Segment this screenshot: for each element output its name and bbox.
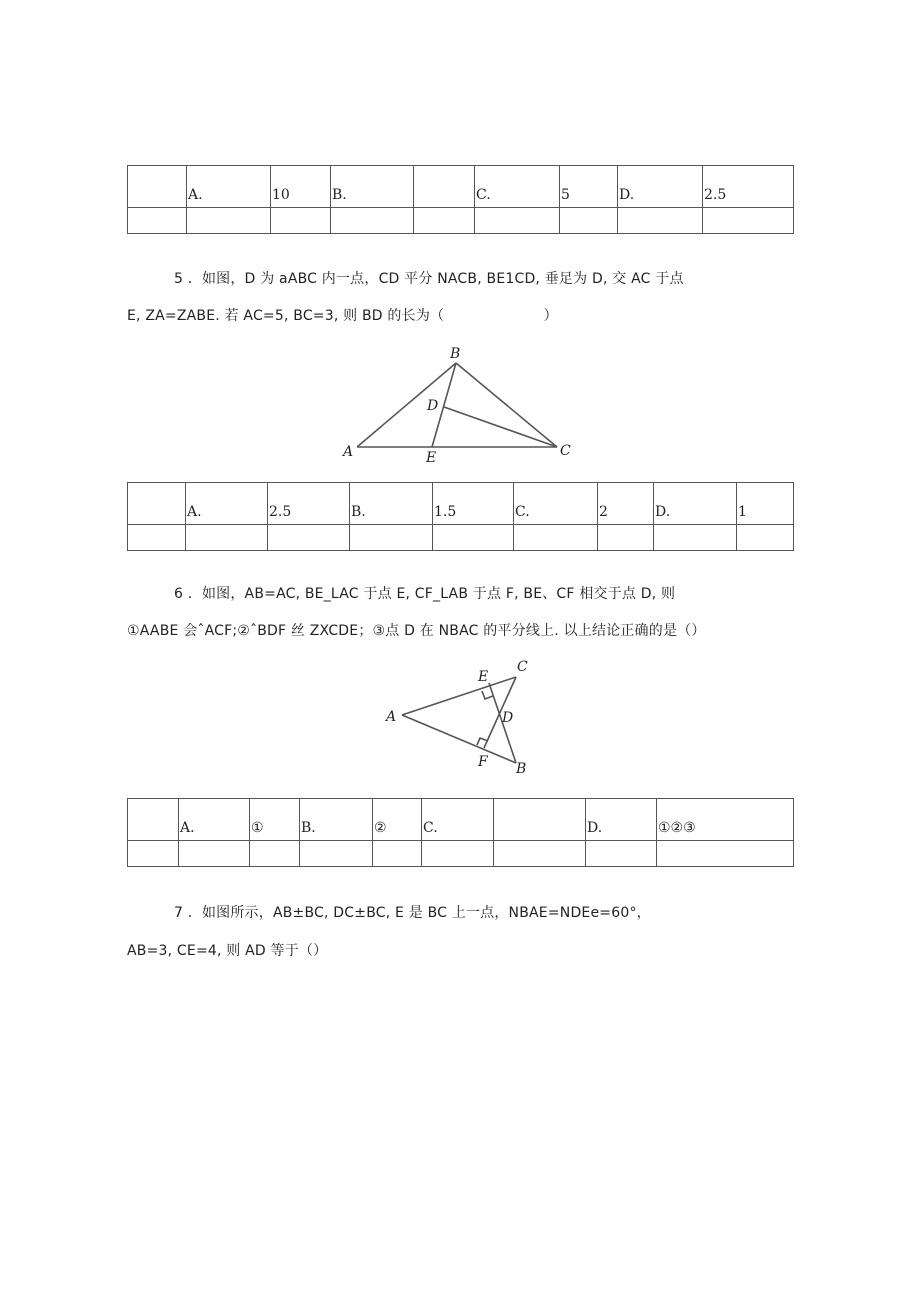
option-b-label: B. bbox=[300, 799, 373, 841]
table-row bbox=[128, 525, 794, 551]
q6-text-line1: 6 ．如图，AB=AC, BE_LAC 于点 E, CF_LAB 于点 F, BE、CF 相交于点 D, 则 bbox=[174, 586, 676, 602]
option-b-label: B. bbox=[350, 483, 433, 525]
point-label-b: B bbox=[516, 761, 527, 777]
q7-text-line2: AB=3, CE=4, 则 AD 等于（） bbox=[127, 943, 328, 959]
option-a-label: A. bbox=[179, 799, 250, 841]
option-a-label: A. bbox=[187, 166, 271, 208]
table-row bbox=[128, 841, 794, 867]
point-label-b: B bbox=[450, 346, 461, 362]
option-b-value: ② bbox=[373, 799, 422, 841]
option-a-value: ① bbox=[250, 799, 300, 841]
point-label-e: E bbox=[426, 450, 437, 466]
table-row bbox=[128, 483, 794, 525]
option-c-value: 2 bbox=[598, 483, 654, 525]
point-label-d: D bbox=[427, 398, 439, 414]
option-d-value: 2.5 bbox=[703, 166, 794, 208]
table-cell bbox=[128, 483, 186, 525]
option-d-value: 1 bbox=[737, 483, 794, 525]
option-c-value: 5 bbox=[560, 166, 618, 208]
q6-options-table bbox=[127, 798, 794, 867]
option-d-label: D. bbox=[618, 166, 703, 208]
q4-options-table bbox=[127, 165, 794, 234]
point-label-a: A bbox=[343, 444, 354, 460]
option-b-value: 1.5 bbox=[433, 483, 514, 525]
point-label-a: A bbox=[386, 709, 397, 725]
q6-triangle-figure bbox=[380, 655, 540, 785]
option-c-value bbox=[494, 799, 586, 841]
option-d-label: D. bbox=[586, 799, 657, 841]
option-d-label: D. bbox=[654, 483, 737, 525]
option-a-value: 2.5 bbox=[268, 483, 350, 525]
q7-text-line1: 7 ．如图所示，AB±BC, DC±BC, E 是 BC 上一点，NBAE=NDEe=60°， bbox=[174, 905, 651, 921]
q6-text-line2: ①AABE 会ˆACF;②ˆBDF 丝 ZXCDE；③点 D 在 NBAC 的平分线上. 以上结论正确的是（） bbox=[127, 623, 706, 639]
point-label-d: D bbox=[502, 710, 514, 726]
q5-text-line2: E, ZA=ZABE. 若 AC=5, BC=3, 则 BD 的长为（ ） bbox=[127, 308, 558, 324]
point-label-c: C bbox=[560, 443, 571, 459]
option-c-label: C. bbox=[422, 799, 494, 841]
table-cell bbox=[128, 799, 179, 841]
table-cell bbox=[128, 166, 187, 208]
table-row bbox=[128, 166, 794, 208]
option-c-label: C. bbox=[475, 166, 560, 208]
q5-text-line1: 5 ．如图，D 为 aABC 内一点，CD 平分 NACB, BE1CD, 垂足为 D, 交 AC 于点 bbox=[174, 271, 684, 287]
option-b-value bbox=[414, 166, 475, 208]
point-label-e: E bbox=[478, 669, 489, 685]
option-b-label: B. bbox=[331, 166, 414, 208]
point-label-f: F bbox=[478, 754, 488, 770]
option-a-label: A. bbox=[186, 483, 268, 525]
option-c-label: C. bbox=[514, 483, 598, 525]
point-label-c: C bbox=[517, 659, 528, 675]
table-row bbox=[128, 799, 794, 841]
option-d-value: ①②③ bbox=[657, 799, 794, 841]
q5-triangle-figure bbox=[340, 340, 580, 470]
q5-options-table bbox=[127, 482, 794, 551]
table-row bbox=[128, 208, 794, 234]
option-a-value: 10 bbox=[271, 166, 331, 208]
